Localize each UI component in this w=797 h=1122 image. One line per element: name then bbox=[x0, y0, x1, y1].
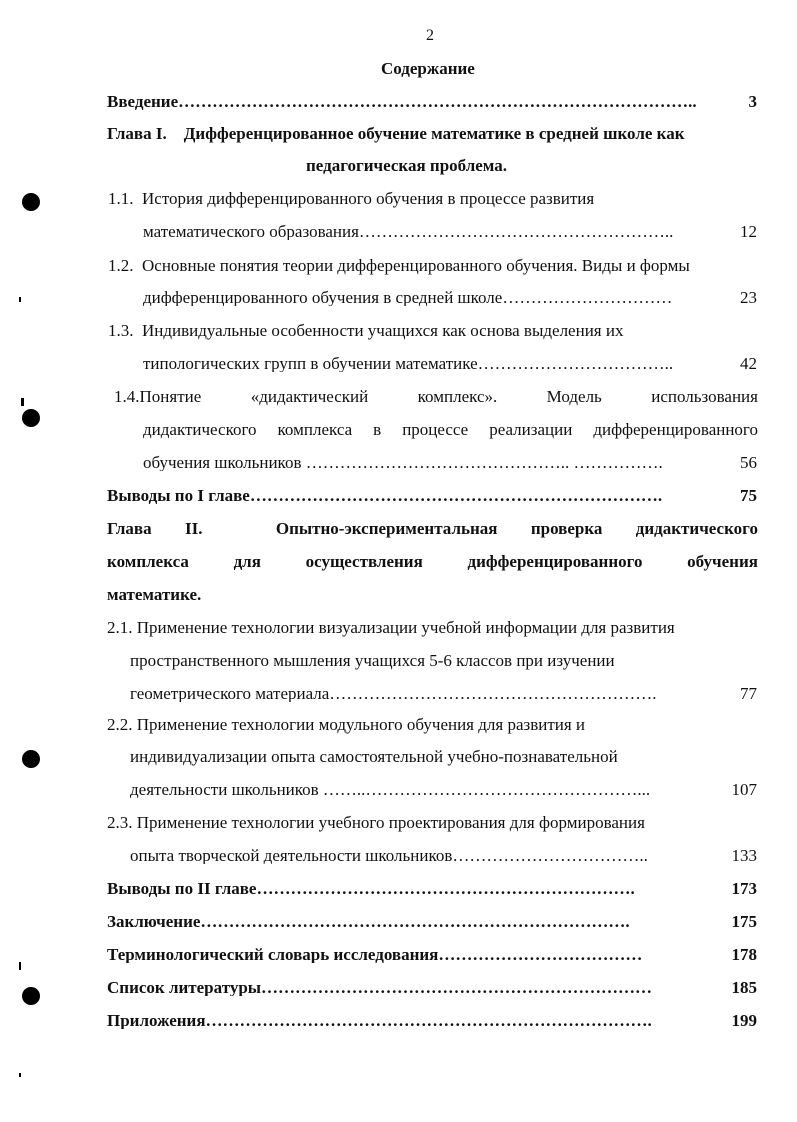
word: 1.4.Понятие bbox=[114, 387, 202, 406]
toc-appendices-page: 199 bbox=[731, 1011, 757, 1030]
toc-chapter2-title-cont2: математике. bbox=[107, 585, 202, 604]
toc-conclusions-1-page: 75 bbox=[740, 486, 757, 505]
toc-section-2-2: 2.2. Применение технологии модульного обучения для развития и bbox=[107, 715, 586, 734]
toc-section-2-1: 2.1. Применение технологии визуализации учебной информации для развития bbox=[107, 618, 675, 637]
toc-section-2-2-cont: индивидуализации опыта самостоятельной учебно-познавательной bbox=[130, 747, 618, 766]
toc-section-1-2-page: 23 bbox=[740, 288, 757, 307]
toc-section-1-1: 1.1. История дифференцированного обучения в процессе развития bbox=[108, 189, 595, 208]
scan-mark bbox=[21, 398, 24, 406]
toc-intro-page: 3 bbox=[748, 92, 757, 111]
word: комплекса bbox=[277, 420, 353, 439]
word: «дидактический bbox=[250, 387, 369, 406]
word: дидактического bbox=[143, 420, 257, 439]
word: процессе bbox=[402, 420, 469, 439]
toc-section-1-4-page: 56 bbox=[740, 453, 757, 472]
word: проверка bbox=[530, 519, 603, 538]
word: Глава bbox=[107, 519, 152, 538]
word: осуществления bbox=[305, 552, 423, 571]
toc-section-1-1-page: 12 bbox=[740, 222, 757, 241]
toc-section-2-2-page: 107 bbox=[731, 780, 757, 799]
binder-hole-4 bbox=[22, 987, 40, 1005]
word: дифференцированного bbox=[467, 552, 643, 571]
toc-references-page: 185 bbox=[731, 978, 757, 997]
toc-section-2-1-cont2: геометрического материала…………………………………………………. bbox=[130, 685, 657, 702]
scan-mark bbox=[19, 962, 21, 970]
toc-appendices: Приложения……………………………………………………………………. bbox=[107, 1012, 652, 1029]
binder-hole-2 bbox=[22, 409, 40, 427]
toc-section-2-2-cont2: деятельности школьников ……..…………………………………………... bbox=[130, 781, 651, 798]
word: II. bbox=[185, 519, 203, 538]
toc-section-1-4 bbox=[114, 388, 758, 405]
toc-section-2-3-page: 133 bbox=[731, 846, 757, 865]
toc-section-1-3-cont: типологических групп в обучении математике…………………………….. bbox=[143, 355, 674, 372]
word: использования bbox=[651, 387, 758, 406]
word: Модель bbox=[546, 387, 602, 406]
scan-mark bbox=[19, 1073, 21, 1077]
toc-chapter1-title-cont: педагогическая проблема. bbox=[306, 156, 508, 175]
page-title: Содержание bbox=[381, 59, 475, 78]
word: для bbox=[233, 552, 261, 571]
toc-section-1-4-cont bbox=[143, 421, 758, 438]
toc-section-1-1-cont: математического образования……………………………………………….. bbox=[143, 223, 674, 240]
toc-chapter1-title: Глава I. Дифференцированное обучение математике в средней школе как bbox=[107, 124, 685, 143]
word: дидактического bbox=[635, 519, 758, 538]
toc-section-1-4-cont2: обучения школьников ……………………………………….. ……………. bbox=[143, 454, 663, 471]
toc-section-1-2: 1.2. Основные понятия теории дифференцированного обучения. Виды и формы bbox=[108, 256, 690, 275]
binder-hole-3 bbox=[22, 750, 40, 768]
toc-conclusions-2: Выводы по II главе…………………………………………………………. bbox=[107, 880, 635, 897]
toc-section-1-3-page: 42 bbox=[740, 354, 757, 373]
toc-references: Список литературы…………………………………………………………… bbox=[107, 979, 653, 996]
toc-chapter2-title-cont bbox=[107, 553, 758, 570]
word: Опытно-экспериментальная bbox=[275, 519, 498, 538]
word: комплекса bbox=[107, 552, 189, 571]
word: обучения bbox=[687, 552, 758, 571]
binder-hole-1 bbox=[22, 193, 40, 211]
toc-glossary-page: 178 bbox=[731, 945, 757, 964]
scan-mark bbox=[19, 297, 21, 302]
page-number: 2 bbox=[426, 27, 434, 44]
toc-conclusion: Заключение…………………………………………………………………. bbox=[107, 913, 630, 930]
word: комплекс». bbox=[417, 387, 498, 406]
toc-section-2-3: 2.3. Применение технологии учебного проектирования для формирования bbox=[107, 813, 645, 832]
toc-section-2-1-cont: пространственного мышления учащихся 5-6 классов при изучении bbox=[130, 651, 615, 670]
word: в bbox=[373, 420, 382, 439]
toc-section-1-3: 1.3. Индивидуальные особенности учащихся как основа выделения их bbox=[108, 321, 624, 340]
toc-section-2-1-page: 77 bbox=[740, 684, 757, 703]
toc-chapter2-title bbox=[107, 520, 758, 537]
toc-conclusions-2-page: 173 bbox=[731, 879, 757, 898]
toc-intro: Введение……………………………………………………………………………….. bbox=[107, 93, 697, 110]
toc-section-1-2-cont: дифференцированного обучения в средней школе………………………… bbox=[143, 289, 673, 306]
toc-glossary: Терминологический словарь исследования……………………………… bbox=[107, 946, 643, 963]
toc-conclusions-1: Выводы по I главе………………………………………………………………. bbox=[107, 487, 663, 504]
toc-section-2-3-cont: опыта творческой деятельности школьников…………………………….. bbox=[130, 847, 648, 864]
word: дифференцированного bbox=[593, 420, 758, 439]
toc-conclusion-page: 175 bbox=[731, 912, 757, 931]
word: реализации bbox=[489, 420, 573, 439]
